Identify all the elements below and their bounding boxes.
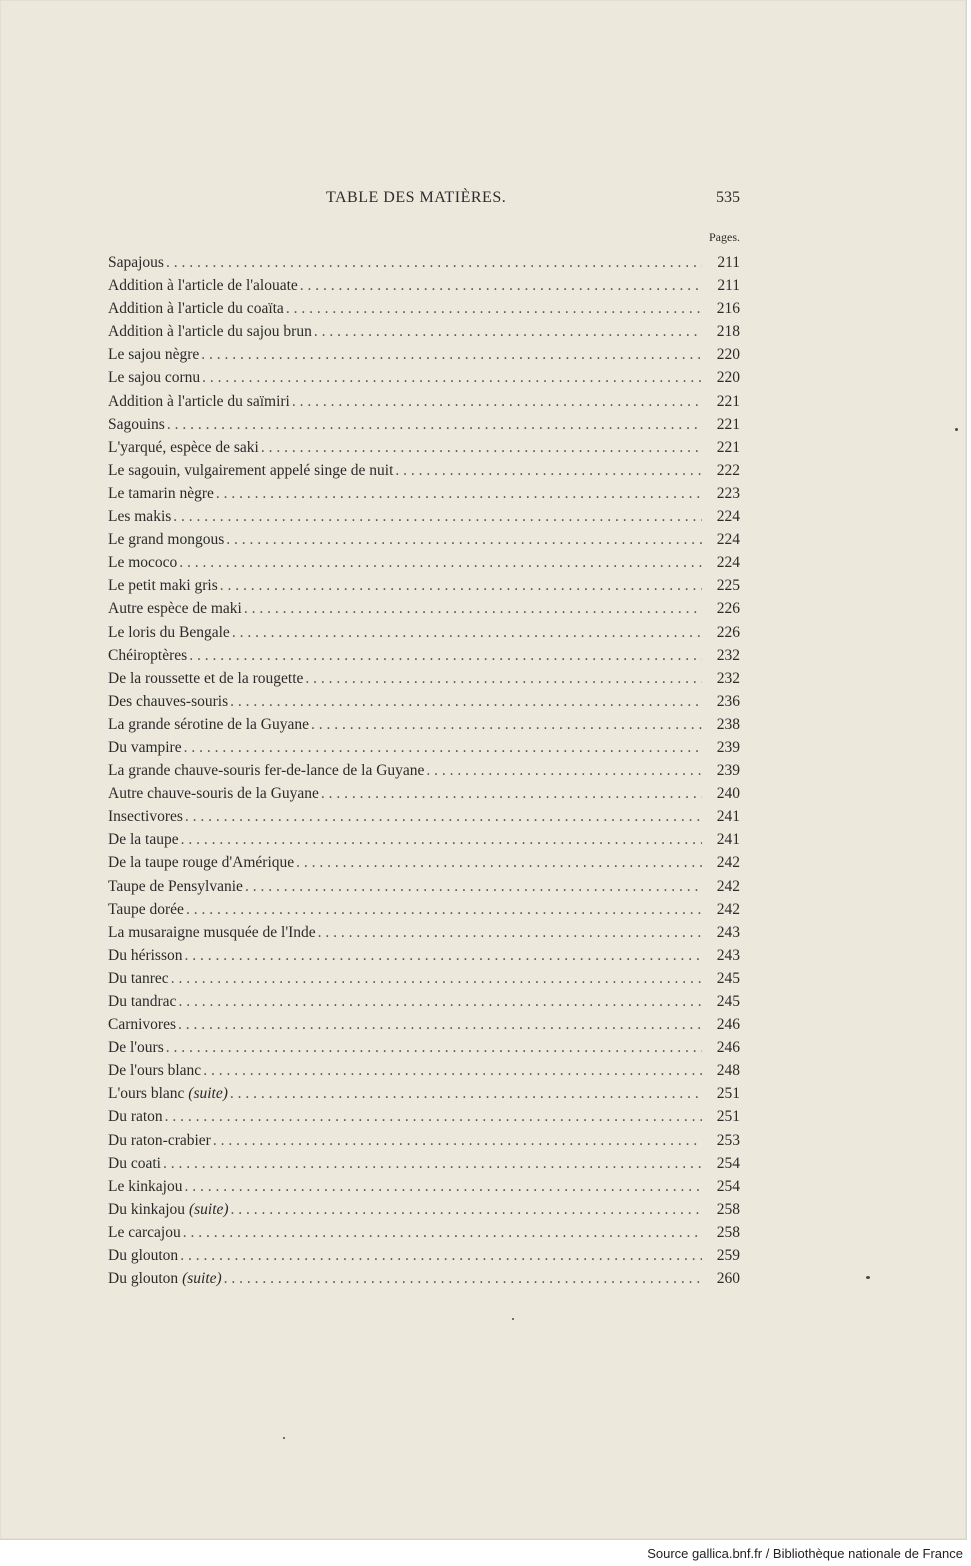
toc-entry-page: 258: [716, 1200, 740, 1218]
dot-leader: [393, 459, 702, 482]
dot-leader: [424, 759, 702, 782]
toc-entry: [108, 690, 740, 713]
toc-entry-title-text: Le carcajou: [108, 1223, 181, 1241]
dot-leader: [161, 1152, 702, 1175]
dot-leader: [182, 944, 702, 967]
toc-entry: [108, 805, 740, 828]
toc-entry-suffix: (suite): [188, 1200, 229, 1218]
toc-entry-title-text: Du kinkajou: [108, 1200, 186, 1218]
toc-entry-title: [108, 944, 182, 967]
toc-entry-page: 220: [716, 369, 740, 387]
dot-leader: [228, 690, 702, 713]
dot-leader: [214, 482, 702, 505]
toc-entry: [108, 1152, 740, 1175]
toc-entry-page: 243: [716, 946, 740, 964]
toc-entry-title: [108, 551, 177, 574]
toc-entry-title-text: Des chauves-souris: [108, 692, 229, 710]
toc-entry-title: [108, 967, 169, 990]
dot-leader: [242, 597, 702, 620]
toc-entry-page: 239: [716, 762, 740, 780]
toc-entry: [108, 1175, 740, 1198]
toc-entry-page: 254: [716, 1177, 740, 1195]
toc-entry-title-text: De l'ours blanc: [108, 1062, 202, 1080]
dot-leader: [184, 898, 702, 921]
toc-entry: [108, 551, 740, 574]
toc-entry-title: [108, 1244, 178, 1267]
toc-entry: [108, 597, 740, 620]
dot-leader: [229, 1198, 702, 1221]
source-credit: Source gallica.bnf.fr / Bibliothèque nationale de France: [647, 1546, 963, 1561]
toc-entry-title-text: Du raton: [108, 1108, 163, 1126]
toc-entry-title: [108, 343, 199, 366]
toc-entry-page: 243: [716, 923, 740, 941]
toc-entry-page: 226: [716, 623, 740, 641]
toc-entry: [108, 320, 740, 343]
toc-entry-title-text: Du raton-crabier: [108, 1131, 211, 1149]
toc-entry-title-text: Autre espèce de maki: [108, 600, 242, 618]
toc-entry: [108, 667, 740, 690]
toc-entry-title: [108, 320, 312, 343]
ink-speck: [512, 1318, 514, 1320]
toc-entry-title: [108, 1036, 164, 1059]
toc-entry-page: 245: [716, 969, 740, 987]
toc-entry-page: 240: [716, 785, 740, 803]
dot-leader: [181, 1221, 702, 1244]
dot-leader: [222, 1267, 702, 1290]
toc-entry-title: [108, 413, 165, 436]
dot-leader: [319, 782, 702, 805]
toc-entry-page: 224: [716, 508, 740, 526]
toc-entry: [108, 1221, 740, 1244]
toc-entry-title-text: Sapajous: [108, 254, 164, 271]
toc-entry-page: 221: [716, 392, 740, 410]
toc-entry-title-text: Le sagouin, vulgairement appelé singe de nuit: [108, 461, 394, 479]
page-number: 535: [716, 189, 740, 206]
toc-entry-title-text: Le mococo: [108, 554, 178, 572]
toc-entry-page: 224: [716, 531, 740, 549]
toc-entry-page: 224: [716, 554, 740, 572]
toc-entry-title-text: Du tanrec: [108, 969, 169, 987]
toc-entry: [108, 990, 740, 1013]
toc-entry-title-text: Du vampire: [108, 738, 182, 756]
dot-leader: [218, 574, 702, 597]
dot-leader: [309, 713, 702, 736]
toc-entry: [108, 644, 740, 667]
dot-leader: [183, 805, 702, 828]
toc-entry-title: [108, 921, 316, 944]
toc-entry: [108, 436, 740, 459]
toc-entry-title-text: De la taupe: [108, 831, 179, 849]
toc-entry-title: [108, 528, 224, 551]
toc-entry: [108, 251, 740, 274]
toc-entry-page: 223: [716, 484, 740, 502]
toc-entry-title-text: Du hérisson: [108, 946, 183, 964]
toc-entry: [108, 274, 740, 297]
ink-speck: [955, 428, 958, 431]
dot-leader: [187, 644, 702, 667]
toc-entry-page: 236: [716, 692, 740, 710]
toc-entry: [108, 875, 740, 898]
toc-entry-title: [108, 390, 290, 413]
toc-entry: [108, 851, 740, 874]
toc-entry-title: [108, 1221, 181, 1244]
toc-entry-title-text: Le sajou cornu: [108, 369, 201, 387]
toc-entry: [108, 1013, 740, 1036]
toc-entry-title: [108, 1129, 211, 1152]
toc-entry-title: [108, 805, 183, 828]
running-title: TABLE DES MATIÈRES.: [326, 189, 507, 206]
dot-leader: [294, 851, 702, 874]
toc-entry-page: 253: [716, 1131, 740, 1149]
dot-leader: [201, 1059, 702, 1082]
toc-entry-title-text: De la roussette et de la rougette: [108, 669, 304, 687]
toc-entry-title: [108, 597, 242, 620]
toc-entry: [108, 1198, 740, 1221]
toc-entry-title: [108, 1082, 228, 1105]
toc-entry: [108, 366, 740, 389]
toc-entry-page: 251: [716, 1108, 740, 1126]
dot-leader: [230, 621, 702, 644]
toc-entry-title-text: Carnivores: [108, 1016, 177, 1034]
dot-leader: [171, 505, 702, 528]
dot-leader: [179, 828, 702, 851]
toc-entry-title: [108, 828, 179, 851]
toc-entry-title-text: Sagouins: [108, 415, 165, 433]
toc-entry: [108, 1082, 740, 1105]
toc-entry-title-text: La grande sérotine de la Guyane: [108, 715, 309, 733]
toc-entry: [108, 921, 740, 944]
toc-entry: [108, 967, 740, 990]
dot-leader: [176, 990, 702, 1013]
toc-entry-title-text: Du glouton: [108, 1270, 179, 1288]
toc-entry-title: [108, 505, 171, 528]
table-of-contents: [108, 251, 740, 1290]
toc-entry-page: 251: [716, 1085, 740, 1103]
dot-leader: [312, 320, 702, 343]
toc-entry-title-text: Addition à l'article du coaïta: [108, 300, 284, 318]
dot-leader: [177, 551, 702, 574]
toc-entry-page: 222: [716, 461, 740, 479]
toc-entry-page: 211: [717, 254, 740, 271]
toc-entry-title-text: Addition à l'article du saïmiri: [108, 392, 290, 410]
toc-entry-page: 239: [716, 738, 740, 756]
toc-entry: [108, 297, 740, 320]
toc-entry-title-text: De l'ours: [108, 1039, 164, 1057]
toc-entry: [108, 713, 740, 736]
toc-entry-title-text: Addition à l'article de l'alouate: [108, 277, 298, 295]
toc-entry-page: 241: [716, 831, 740, 849]
toc-entry-title: [108, 366, 200, 389]
toc-entry-title-text: Taupe de Pensylvanie: [108, 877, 243, 895]
toc-entry: [108, 390, 740, 413]
toc-entry-suffix: (suite): [188, 1085, 228, 1103]
toc-entry-title: [108, 713, 309, 736]
toc-entry-title: [108, 782, 319, 805]
toc-entry-title-text: Le kinkajou: [108, 1177, 183, 1195]
ink-speck: [866, 1276, 870, 1279]
toc-entry-title: [108, 1013, 176, 1036]
toc-entry-title: [108, 1059, 201, 1082]
toc-entry-title-text: La musaraigne musquée de l'Inde: [108, 923, 316, 941]
toc-entry-title-text: Du coati: [108, 1154, 161, 1172]
toc-entry: [108, 482, 740, 505]
toc-entry-title-text: Le loris du Bengale: [108, 623, 230, 641]
toc-entry-title-text: De la taupe rouge d'Amérique: [108, 854, 295, 872]
toc-entry-title-text: Les makis: [108, 508, 172, 526]
dot-leader: [164, 1036, 702, 1059]
toc-entry-title: [108, 459, 393, 482]
dot-leader: [165, 413, 702, 436]
dot-leader: [284, 297, 702, 320]
toc-entry: [108, 459, 740, 482]
toc-entry-title-text: Le sajou nègre: [108, 346, 200, 364]
toc-entry-title: [108, 644, 187, 667]
toc-entry-page: 221: [716, 415, 740, 433]
toc-entry-title: [108, 898, 184, 921]
toc-entry-title: [108, 297, 284, 320]
dot-leader: [303, 667, 702, 690]
dot-leader: [200, 366, 702, 389]
dot-leader: [182, 1175, 702, 1198]
toc-entry: [108, 574, 740, 597]
toc-entry-page: 242: [716, 900, 740, 918]
dot-leader: [176, 1013, 702, 1036]
dot-leader: [224, 528, 702, 551]
dot-leader: [298, 274, 702, 297]
toc-entry: [108, 1129, 740, 1152]
toc-entry-title: [108, 690, 228, 713]
toc-entry: [108, 898, 740, 921]
pages-column-label: Pages.: [709, 230, 740, 244]
dot-leader: [243, 875, 702, 898]
toc-entry: [108, 944, 740, 967]
toc-entry-page: 242: [716, 877, 740, 895]
toc-entry-title: [108, 574, 218, 597]
toc-entry-title-text: Taupe dorée: [108, 900, 184, 918]
toc-entry: [108, 528, 740, 551]
toc-entry-page: 226: [716, 600, 740, 618]
toc-entry-title: [108, 736, 182, 759]
toc-entry-page: 232: [716, 646, 740, 664]
toc-entry-title: [108, 482, 214, 505]
toc-entry-title: [108, 274, 298, 297]
toc-entry-page: 238: [716, 715, 740, 733]
toc-entry-title: [108, 667, 303, 690]
toc-entry-title-text: L'yarqué, espèce de saki: [108, 438, 259, 456]
toc-entry: [108, 505, 740, 528]
toc-entry-title: [108, 851, 294, 874]
toc-entry-page: 259: [716, 1247, 740, 1265]
toc-entry-title-text: Le grand mongous: [108, 531, 225, 549]
toc-entry: [108, 1244, 740, 1267]
toc-entry-title-text: Le petit maki gris: [108, 577, 218, 595]
toc-entry-title: [108, 251, 164, 274]
toc-entry: [108, 413, 740, 436]
toc-entry-page: 225: [716, 577, 740, 595]
toc-entry-page: 258: [716, 1223, 740, 1241]
toc-entry: [108, 1267, 740, 1290]
toc-entry-title: [108, 436, 259, 459]
toc-entry-title-text: Du glouton: [108, 1247, 179, 1265]
toc-entry-page: 220: [716, 346, 740, 364]
toc-entry: [108, 736, 740, 759]
dot-leader: [259, 436, 702, 459]
toc-entry: [108, 828, 740, 851]
ink-speck: [283, 1437, 285, 1439]
toc-entry: [108, 1059, 740, 1082]
toc-entry-page: 216: [716, 300, 740, 318]
toc-entry-title-text: L'ours blanc: [108, 1085, 185, 1103]
toc-entry-page: 246: [716, 1039, 740, 1057]
toc-entry-page: 248: [716, 1062, 740, 1080]
toc-entry-page: 254: [716, 1154, 740, 1172]
toc-entry-page: 241: [716, 808, 740, 826]
toc-entry-suffix: (suite): [182, 1270, 222, 1288]
toc-entry: [108, 759, 740, 782]
toc-entry-title-text: La grande chauve-souris fer-de-lance de la Guyane: [108, 762, 425, 780]
toc-entry-title: [108, 1175, 182, 1198]
toc-entry-page: 221: [716, 438, 740, 456]
toc-entry-title: [108, 1198, 229, 1221]
toc-entry-page: 242: [716, 854, 740, 872]
toc-entry-page: 246: [716, 1016, 740, 1034]
toc-entry-title: [108, 875, 243, 898]
toc-entry-title: [108, 1267, 222, 1290]
toc-entry-page: 260: [716, 1270, 740, 1288]
dot-leader: [228, 1082, 702, 1105]
toc-entry-title-text: Insectivores: [108, 808, 183, 826]
dot-leader: [164, 251, 702, 274]
toc-entry: [108, 782, 740, 805]
toc-entry: [108, 621, 740, 644]
toc-entry: [108, 1105, 740, 1128]
toc-entry-title-text: Autre chauve-souris de la Guyane: [108, 785, 319, 803]
toc-entry-title: [108, 1105, 163, 1128]
toc-entry-title-text: Le tamarin nègre: [108, 484, 214, 502]
toc-entry: [108, 343, 740, 366]
toc-entry-title-text: Chéiroptères: [108, 646, 188, 664]
toc-entry-title: [108, 621, 230, 644]
toc-entry: [108, 1036, 740, 1059]
dot-leader: [211, 1129, 702, 1152]
dot-leader: [316, 921, 702, 944]
toc-entry-page: 211: [717, 277, 740, 295]
dot-leader: [163, 1105, 702, 1128]
dot-leader: [169, 967, 702, 990]
toc-entry-page: 232: [716, 669, 740, 687]
toc-entry-title: [108, 1152, 161, 1175]
dot-leader: [182, 736, 702, 759]
toc-entry-page: 218: [716, 323, 740, 341]
dot-leader: [199, 343, 702, 366]
dot-leader: [290, 390, 702, 413]
dot-leader: [178, 1244, 702, 1267]
toc-entry-title: [108, 990, 176, 1013]
toc-entry-page: 245: [716, 993, 740, 1010]
toc-entry-title-text: Addition à l'article du sajou brun: [108, 323, 312, 341]
toc-entry-title-text: Du tandrac: [108, 993, 177, 1010]
toc-entry-title: [108, 759, 424, 782]
